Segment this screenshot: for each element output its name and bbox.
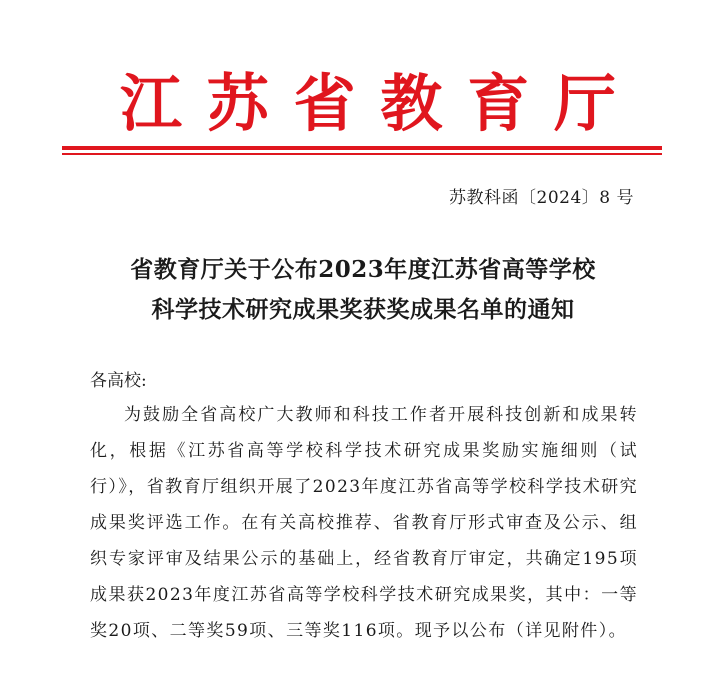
- salutation: 各高校:: [90, 371, 147, 391]
- masthead-char: 江: [120, 67, 183, 140]
- document-title: [60, 250, 666, 330]
- title-line: 省教育厅关于公布2023年度江苏省高等学校: [130, 256, 596, 283]
- masthead-char: 教: [380, 67, 443, 140]
- document-number: 苏教科函〔2024〕8 号: [449, 188, 634, 208]
- body-paragraph: 为鼓励全省高校广大教师和科技工作者开展科技创新和成果转化，根据《江苏省高等学校科学技术研究成果奖励实施细则（试行）》，省教育厅组织开展了2023年度江苏省高等学校科学技术研究成果奖评选工作。在有关高校推荐、省教育厅形式审查及公示、组织专家评审及结果公示的基础上，经省教育厅审定，共确定195项成果获2023年度江苏省高等学校科学技术研究成果奖，其中：一等奖20项、二等奖59项、三等奖116项。现予以公布（详见附件）。: [90, 405, 638, 641]
- masthead-char: 厅: [553, 67, 616, 140]
- red-divider-thick: [62, 146, 662, 150]
- issuer-masthead: [60, 64, 666, 144]
- masthead-char: 育: [467, 67, 530, 140]
- title-line: 科学技术研究成果奖获奖成果名单的通知: [151, 296, 575, 323]
- masthead-char: 苏: [206, 67, 269, 140]
- masthead-char: 省: [293, 67, 356, 140]
- red-divider-thin: [62, 153, 662, 155]
